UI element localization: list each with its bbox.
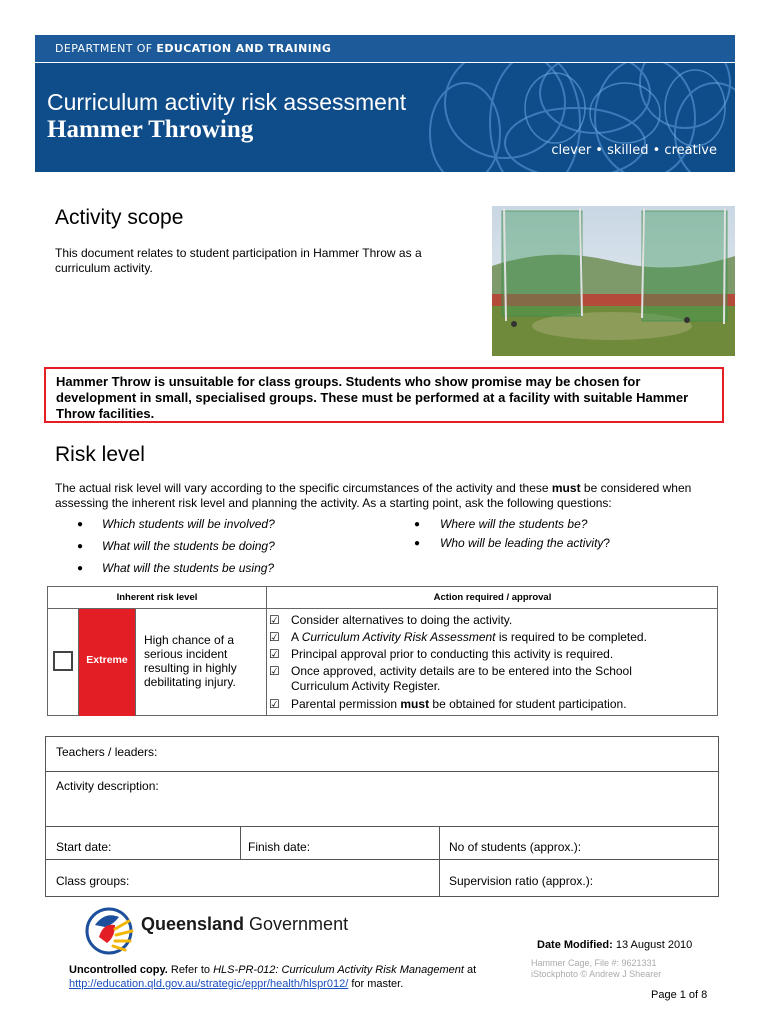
- checkbox-checked-icon: ☑: [269, 630, 280, 644]
- page-number: Page 1 of 8: [651, 989, 708, 1001]
- bullet-icon: ●: [77, 519, 84, 530]
- queensland-government-wordmark: Queensland Government: [141, 914, 349, 934]
- supervision-ratio-field[interactable]: Supervision ratio (approx.):: [449, 874, 594, 888]
- warning-box: [44, 367, 724, 423]
- risk-table: Inherent risk level Action required / approval Extreme High chance of a serious incident resulting in highly debilitating injury. ☑ Consider alternatives to doing the activity. ☑ A Curriculum Activity Risk Assessment is required to be completed. ☑ Principal approval prior to conducting this activity is required. ☑ Once approved, activity details are to be entered into the School Curriculum Activity Register. ☑ Parental permission must be obtained for student participation.: [47, 586, 718, 716]
- row-divider: [46, 859, 718, 860]
- checkbox-checked-icon: ☑: [269, 697, 280, 711]
- start-date-field[interactable]: Start date:: [56, 840, 112, 854]
- scope-heading: Activity scope: [55, 206, 184, 229]
- date-modified: Date Modified: 13 August 2010: [537, 939, 693, 951]
- finish-date-field[interactable]: Finish date:: [248, 840, 311, 854]
- row-divider: [46, 826, 718, 827]
- question-item: Which students will be involved?: [102, 517, 275, 531]
- column-divider: [266, 587, 267, 715]
- activity-description-field[interactable]: Activity description:: [56, 779, 159, 793]
- document-type-title: Curriculum activity risk assessment: [47, 89, 407, 115]
- table-header-action: Action required / approval: [267, 587, 718, 609]
- activity-details-form: [45, 736, 719, 897]
- risk-description: High chance of a serious incident resulting in highly debilitating injury.: [144, 633, 237, 689]
- table-header-risk-level: Inherent risk level: [48, 587, 266, 609]
- bullet-icon: ●: [77, 541, 84, 552]
- risk-level-label: Extreme: [86, 654, 128, 666]
- risk-level-cell: [79, 609, 135, 716]
- risk-heading: Risk level: [55, 443, 145, 466]
- department-name: DEPARTMENT OF EDUCATION AND TRAINING: [55, 42, 332, 55]
- checkbox-checked-icon: ☑: [269, 613, 280, 627]
- bullet-icon: ●: [77, 563, 84, 574]
- title-banner: [35, 63, 735, 172]
- activity-title: Hammer Throwing: [47, 116, 254, 143]
- tagline: clever • skilled • creative: [551, 143, 717, 158]
- department-bar: [35, 35, 735, 62]
- risk-level-checkbox[interactable]: [53, 651, 73, 671]
- hammer-cage-photo: [492, 206, 735, 356]
- master-document-link[interactable]: http://education.qld.gov.au/strategic/eppr/health/hlspr012/: [69, 978, 349, 990]
- question-item: What will the students be doing?: [102, 539, 275, 553]
- bullet-icon: ●: [414, 519, 421, 530]
- bullet-icon: ●: [414, 538, 421, 549]
- uncontrolled-copy-notice: Uncontrolled copy. Refer to HLS-PR-012: Curriculum Activity Risk Management at http://education.qld.gov.au/strategic/eppr/health/hlspr012/ for master.: [69, 964, 477, 990]
- checkbox-checked-icon: ☑: [269, 647, 280, 661]
- risk-intro: The actual risk level will vary according to the specific circumstances of the activity and these must be considered when assessing the inherent risk level and planning the activity. As a starting point, ask the following questions:: [55, 481, 692, 510]
- queensland-coat-of-arms-logo: [85, 903, 141, 959]
- row-divider: [46, 771, 718, 772]
- question-item: Where will the students be?: [440, 517, 588, 531]
- question-item: What will the students be using?: [102, 561, 275, 575]
- scope-text: This document relates to student participation in Hammer Throw as a curriculum activity.: [55, 246, 422, 275]
- class-groups-field[interactable]: Class groups:: [56, 874, 130, 888]
- question-item: Who will be leading the activity?: [440, 536, 611, 550]
- warning-text: Hammer Throw is unsuitable for class groups. Students who show promise may be chosen for development in small, specialised groups. These must be performed at a facility with suitable Hammer Throw facilities.: [56, 374, 689, 421]
- num-students-field[interactable]: No of students (approx.):: [449, 840, 582, 854]
- column-divider: [439, 826, 440, 897]
- photo-credit: Hammer Cage, File #: 9621331 iStockphoto © Andrew J Shearer: [531, 958, 662, 979]
- column-divider: [240, 826, 241, 859]
- column-divider: [135, 609, 136, 715]
- teachers-field[interactable]: Teachers / leaders:: [56, 745, 158, 759]
- checkbox-checked-icon: ☑: [269, 664, 280, 678]
